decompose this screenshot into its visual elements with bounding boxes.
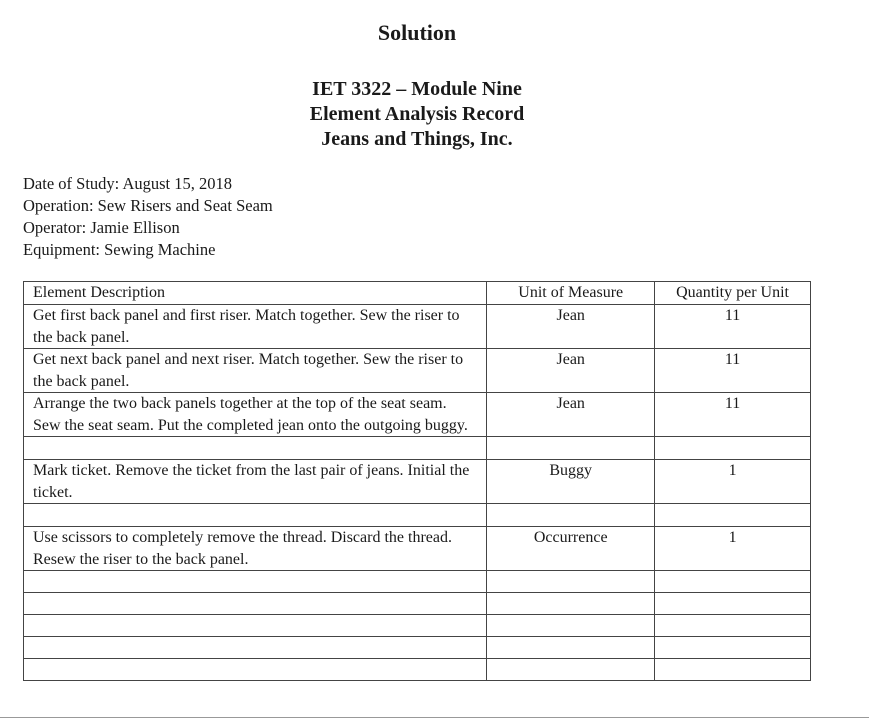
heading-line-record: Element Analysis Record bbox=[309, 103, 525, 125]
quantity-per-unit: 11 bbox=[655, 305, 811, 349]
heading-line-course: IET 3322 – Module Nine bbox=[312, 78, 522, 100]
table-row bbox=[24, 393, 811, 437]
unit-of-measure: Occurrence bbox=[487, 527, 655, 571]
study-info bbox=[23, 173, 273, 261]
empty-row bbox=[24, 504, 811, 527]
element-description: Use scissors to completely remove the thread. Discard the thread. Resew the riser to the back panel. bbox=[24, 527, 487, 571]
table-row bbox=[24, 460, 811, 504]
empty-row bbox=[24, 659, 811, 681]
operator: Operator: Jamie Ellison bbox=[23, 218, 180, 237]
empty-row bbox=[24, 637, 811, 659]
empty-row bbox=[24, 593, 811, 615]
element-description: Get next back panel and next riser. Match together. Sew the riser to the back panel. bbox=[24, 349, 487, 393]
unit-of-measure: Jean bbox=[487, 305, 655, 349]
table-header-row bbox=[24, 282, 811, 305]
table-row bbox=[24, 305, 811, 349]
empty-row bbox=[24, 615, 811, 637]
table-row bbox=[24, 349, 811, 393]
heading-line-company: Jeans and Things, Inc. bbox=[321, 128, 513, 150]
unit-of-measure: Buggy bbox=[487, 460, 655, 504]
unit-of-measure: Jean bbox=[487, 349, 655, 393]
header-quantity-per-unit: Quantity per Unit bbox=[655, 282, 811, 305]
element-description: Arrange the two back panels together at the top of the seat seam. Sew the seat seam. Put the completed jean onto the outgoing buggy. bbox=[24, 393, 487, 437]
operation: Operation: Sew Risers and Seat Seam bbox=[23, 196, 273, 215]
element-description: Mark ticket. Remove the ticket from the last pair of jeans. Initial the ticket. bbox=[24, 460, 487, 504]
unit-of-measure: Jean bbox=[487, 393, 655, 437]
table-row bbox=[24, 527, 811, 571]
quantity-per-unit: 11 bbox=[655, 349, 811, 393]
quantity-per-unit: 1 bbox=[655, 527, 811, 571]
element-analysis-table bbox=[23, 281, 811, 681]
quantity-per-unit: 11 bbox=[655, 393, 811, 437]
date-of-study: Date of Study: August 15, 2018 bbox=[23, 174, 232, 193]
solution-title: Solution bbox=[377, 20, 457, 45]
page-bottom-divider bbox=[0, 717, 869, 718]
equipment: Equipment: Sewing Machine bbox=[23, 240, 216, 259]
header-element-description: Element Description bbox=[24, 282, 487, 305]
quantity-per-unit: 1 bbox=[655, 460, 811, 504]
header-unit-of-measure: Unit of Measure bbox=[487, 282, 655, 305]
element-description: Get first back panel and first riser. Match together. Sew the riser to the back panel. bbox=[24, 305, 487, 349]
document-heading bbox=[0, 77, 834, 152]
empty-row bbox=[24, 571, 811, 593]
empty-row bbox=[24, 437, 811, 460]
